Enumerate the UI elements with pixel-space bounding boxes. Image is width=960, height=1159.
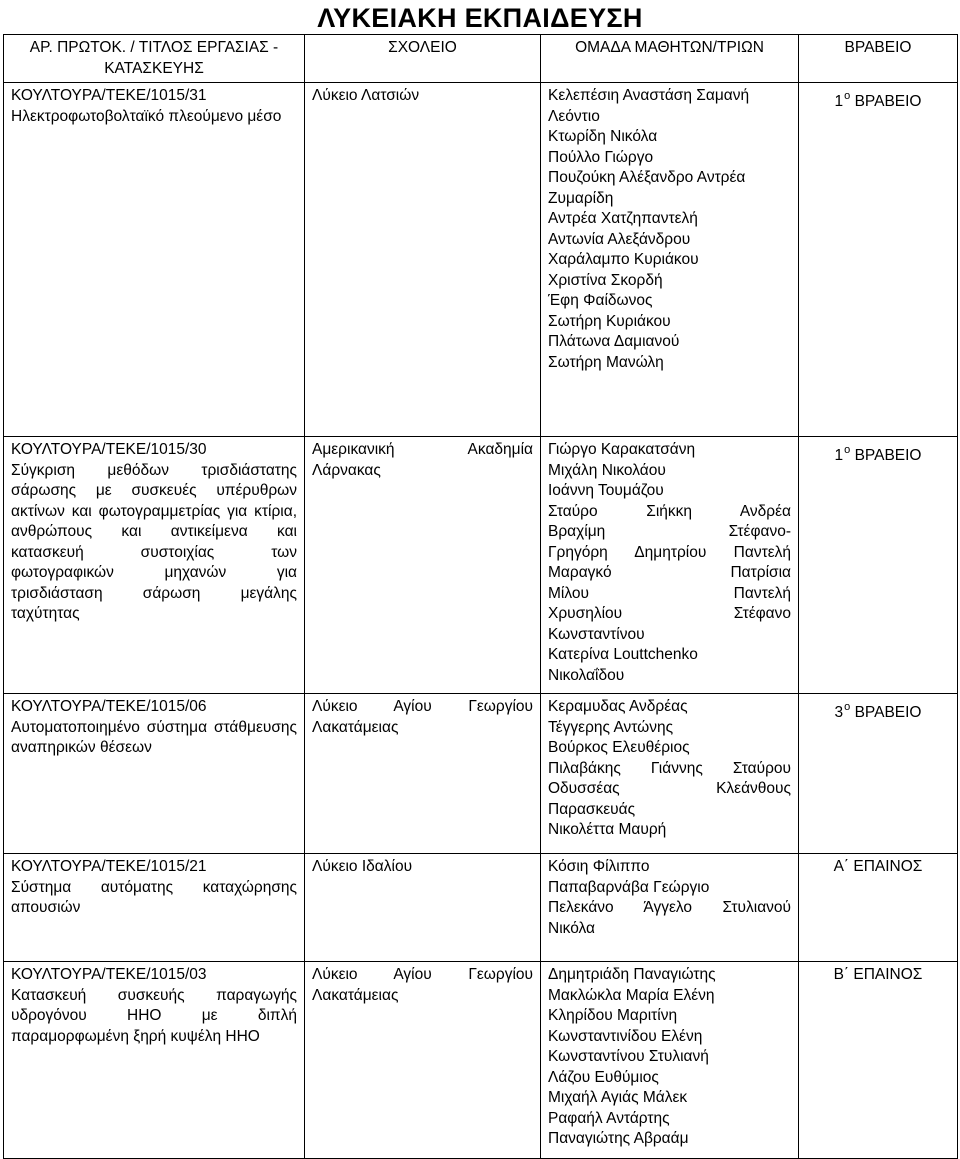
- table-row: [4, 854, 958, 962]
- award-rank: 1: [834, 447, 844, 464]
- table-row: [4, 962, 958, 1159]
- team-member: Έφη Φαίδωνος: [548, 292, 653, 309]
- team-member: Πούλλο Γιώργο: [548, 148, 654, 166]
- table-body: [4, 83, 958, 1159]
- team-member: Τέγγερης Αντώνης: [548, 718, 674, 736]
- protocol-number: ΚΟΥΛΤΟΥΡΑ/ΤΕΚΕ/1015/06: [11, 698, 207, 715]
- team-member: Γιώργο Καρακατσάνη: [548, 441, 696, 458]
- team-cell: [541, 437, 799, 694]
- team-member: Κελεπέσιη Αναστάση Σαμανή: [548, 87, 750, 104]
- team-member: Οδυσσέας Κλεάνθους: [548, 780, 791, 797]
- award-label: ΒΡΑΒΕΙΟ: [854, 93, 922, 110]
- table-row: [4, 694, 958, 854]
- column-header-award: ΒΡΑΒΕΙΟ: [799, 35, 958, 83]
- team-member: Γρηγόρη Δημητρίου Παντελή: [548, 543, 791, 561]
- team-member: Πιλαβάκης Γιάννης Σταύρου: [548, 759, 791, 777]
- team-member: Λάζου Ευθύμιος: [548, 1068, 659, 1086]
- award-label: ΒΡΑΒΕΙΟ: [854, 704, 922, 721]
- protocol-number: ΚΟΥΛΤΟΥΡΑ/ΤΕΚΕ/1015/30: [11, 441, 207, 458]
- team-member: Κόσιη Φίλιππο: [548, 858, 650, 875]
- team-member: Παρασκευάς: [548, 800, 636, 818]
- protocol-number: ΚΟΥΛΤΟΥΡΑ/ΤΕΚΕ/1015/31: [11, 87, 207, 104]
- award-label: Α΄ ΕΠΑΙΝΟΣ: [833, 858, 923, 875]
- school-cell: Λύκειο Λατσιών: [305, 83, 541, 437]
- column-header-entry: ΑΡ. ΠΡΩΤΟΚ. / ΤΙΤΛΟΣ ΕΡΓΑΣΙΑΣ - ΚΑΤΑΣΚΕΥΗΣ: [4, 35, 305, 83]
- entry-cell: [4, 83, 305, 437]
- team-member: Μακλώκλα Μαρία Ελένη: [548, 986, 715, 1004]
- team-member: Πλάτωνα Δαμιανού: [548, 333, 680, 350]
- team-member: Βραχίμη Στέφανο-: [548, 523, 791, 540]
- team-member: Κωνσταντινίδου Ελένη: [548, 1027, 703, 1045]
- team-member: Κτωρίδη Νικόλα: [548, 128, 658, 145]
- award-rank: 1: [834, 93, 844, 110]
- school-cell: Λύκειο Ιδαλίου: [305, 854, 541, 962]
- award-rank-suffix: ο: [844, 701, 851, 713]
- protocol-number: ΚΟΥΛΤΟΥΡΑ/ΤΕΚΕ/1015/21: [11, 858, 207, 875]
- entry-cell: [4, 854, 305, 962]
- team-member: Σταύρο Σιήκκη Ανδρέα: [548, 502, 791, 520]
- award-rank-suffix: ο: [844, 90, 851, 102]
- column-header-school: ΣΧΟΛΕΙΟ: [305, 35, 541, 83]
- awards-table: [3, 34, 958, 1159]
- award-label: ΒΡΑΒΕΙΟ: [854, 447, 922, 464]
- team-member: Πουζούκη Αλέξανδρο Αντρέα: [548, 169, 746, 186]
- award-cell: [799, 83, 958, 437]
- team-member: Χριστίνα Σκορδή: [548, 271, 663, 289]
- team-member: Αντρέα Χατζηπαντελή: [548, 210, 698, 227]
- award-cell: [799, 854, 958, 962]
- school-cell: Αμερικανική Ακαδημία Λάρνακας: [305, 437, 541, 694]
- award-cell: [799, 962, 958, 1159]
- team-member: Κωνσταντίνου: [548, 625, 645, 643]
- project-title: Σύγκριση μεθόδων τρισδιάστατης σάρωσης με συσκευές υπέρυθρων ακτίνων και φωτογραμμετρίας για κτίρια, ανθρώπους και αντικείμενα και κατασκευή συστοιχίας των φωτογραφικών μηχανών για τρισδιάσταση σάρωση μεγάλης ταχύτητας: [11, 461, 297, 622]
- team-member: Παναγιώτης Αβραάμ: [548, 1130, 689, 1147]
- team-member: Πελεκάνο Άγγελο Στυλιανού: [548, 899, 791, 916]
- team-member: Κωνσταντίνου Στυλιανή: [548, 1048, 709, 1065]
- table-row: [4, 83, 958, 437]
- team-member: Κατερίνα Louttchenko: [548, 646, 698, 663]
- team-member: Δημητριάδη Παναγιώτης: [548, 966, 716, 983]
- team-member: Κληρίδου Μαριτίνη: [548, 1007, 678, 1024]
- table-row: [4, 437, 958, 694]
- team-member: Αντωνία Αλεξάνδρου: [548, 230, 691, 248]
- team-member: Ιοάννη Τουμάζου: [548, 482, 664, 499]
- team-member: Νικολαΐδου: [548, 666, 625, 684]
- team-member: Ζυμαρίδη: [548, 189, 614, 207]
- team-member: Μιχαήλ Αγιάς Μάλεκ: [548, 1089, 688, 1106]
- team-member: Παπαβαρνάβα Γεώργιο: [548, 878, 710, 896]
- team-member: Λεόντιο: [548, 107, 600, 125]
- project-title: Αυτοματοποιημένο σύστημα στάθμευσης αναπηρικών θέσεων: [11, 718, 297, 756]
- team-member: Μίλου Παντελή: [548, 584, 791, 602]
- award-cell: [799, 694, 958, 854]
- team-member: Χαράλαμπο Κυριάκου: [548, 251, 699, 268]
- entry-cell: [4, 962, 305, 1159]
- team-member: Σωτήρη Μανώλη: [548, 353, 664, 371]
- team-cell: [541, 83, 799, 437]
- entry-cell: [4, 437, 305, 694]
- team-cell: [541, 962, 799, 1159]
- team-cell: [541, 694, 799, 854]
- team-member: Μιχάλη Νικολάου: [548, 461, 666, 479]
- project-title: Κατασκευή συσκευής παραγωγής υδρογόνου ΗΗΟ με διπλή παραμορφωμένη ξηρή κυψέλη ΗΗΟ: [11, 986, 297, 1045]
- header-row: [4, 35, 958, 83]
- school-cell: Λύκειο Αγίου Γεωργίου Λακατάμειας: [305, 962, 541, 1159]
- award-rank-suffix: ο: [844, 444, 851, 456]
- award-label: Β΄ ΕΠΑΙΝΟΣ: [833, 966, 923, 983]
- page-title: ΛΥΚΕΙΑΚΗ ΕΚΠΑΙΔΕΥΣΗ: [317, 3, 643, 33]
- project-title: Σύστημα αυτόματης καταχώρησης απουσιών: [11, 878, 297, 916]
- team-member: Σωτήρη Κυριάκου: [548, 312, 671, 330]
- team-cell: [541, 854, 799, 962]
- award-rank: 3: [834, 704, 844, 721]
- team-member: Νικολέττα Μαυρή: [548, 821, 667, 838]
- protocol-number: ΚΟΥΛΤΟΥΡΑ/ΤΕΚΕ/1015/03: [11, 966, 207, 983]
- entry-cell: [4, 694, 305, 854]
- team-member: Βούρκος Ελευθέριος: [548, 739, 690, 756]
- column-header-team: ΟΜΑΔΑ ΜΑΘΗΤΩΝ/ΤΡΙΩΝ: [541, 35, 799, 83]
- school-cell: Λύκειο Αγίου Γεωργίου Λακατάμειας: [305, 694, 541, 854]
- team-member: Κεραμυδας Ανδρέας: [548, 698, 688, 715]
- award-cell: [799, 437, 958, 694]
- team-member: Νικόλα: [548, 919, 595, 937]
- team-member: Χρυσηλίου Στέφανο: [548, 605, 791, 622]
- team-member: Ραφαήλ Αντάρτης: [548, 1109, 670, 1127]
- team-member: Μαραγκό Πατρίσια: [548, 564, 791, 581]
- project-title: Ηλεκτροφωτοβολταϊκό πλεούμενο μέσο: [11, 107, 282, 125]
